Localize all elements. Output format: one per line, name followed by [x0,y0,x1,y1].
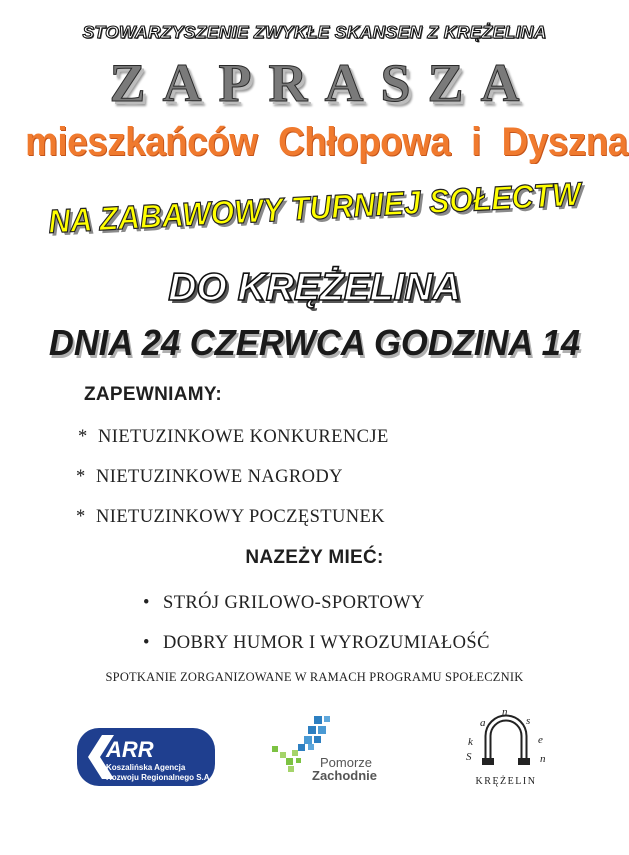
requirement-item [143,593,425,614]
arr-line-2: Rozwoju Regionalnego S.A. [106,773,212,782]
event-name: NA ZABAWOWY TURNIEJ SOŁECTW [47,175,582,240]
guarantee-item-text: NIETUZINKOWE KONKURENCJE [98,427,389,447]
requirement-item [143,633,490,654]
arr-logo [76,727,216,787]
bullet-marker: • [143,593,150,613]
program-note: SPOTKANIE ZORGANIZOWANE W RAMACH PROGRAMU SPOŁECZNIK [105,670,524,684]
asterisk-marker: * [76,467,86,487]
arr-logo-graphic [76,727,216,787]
guarantee-item-text: NIETUZINKOWE NAGRODY [96,467,343,487]
guarantee-item [76,467,343,488]
organization-name: STOWARZYSZENIE ZWYKŁE SKANSEN Z KRĘŻELINA [82,22,547,42]
skansen-letter: S [466,751,472,763]
requirement-item-text: STRÓJ GRILOWO-SPORTOWY [163,593,425,613]
arr-line-1: Koszalińska Agencja [106,763,186,772]
skansen-caption: KRĘŻELIN [475,776,537,787]
residents-text: mieszkańców Chłopowa i Dyszna [25,120,628,164]
asterisk-marker: * [76,507,86,527]
residents-line [25,120,628,165]
event-place: DO KRĘŻELINA [168,266,461,309]
pomorze-line-2: Zachodnie [312,768,378,783]
invite-title [0,52,629,114]
skansen-letter: n [540,753,546,765]
skansen-logo [458,700,554,792]
requirements-heading: NAZEŻY MIEĆ: [245,547,384,568]
skansen-letter: e [538,734,543,746]
horseshoe-icon [458,700,554,792]
skansen-letter: s [526,715,531,727]
event-date: DNIA 24 CZERWCA GODZINA 14 [48,322,581,363]
asterisk-marker: * [78,427,88,447]
pomorze-mosaic-icon [268,712,402,792]
requirement-item-text: DOBRY HUMOR I WYROZUMIAŁOŚĆ [163,633,490,653]
guarantee-item-text: NIETUZINKOWY POCZĘSTUNEK [96,507,385,527]
guarantees-heading: ZAPEWNIAMY: [84,384,223,405]
pomorze-zachodnie-logo [268,712,402,792]
guarantee-item [78,427,389,448]
pomorze-line-1: Pomorze [320,755,373,770]
skansen-letter: a [480,717,486,729]
guarantee-item [76,507,385,528]
skansen-letter: k [468,736,473,748]
arr-abbr: ARR [106,737,154,762]
invite-title-text: ZAPRASZA [109,53,537,113]
skansen-letter: n [502,706,508,718]
bullet-marker: • [143,633,150,653]
